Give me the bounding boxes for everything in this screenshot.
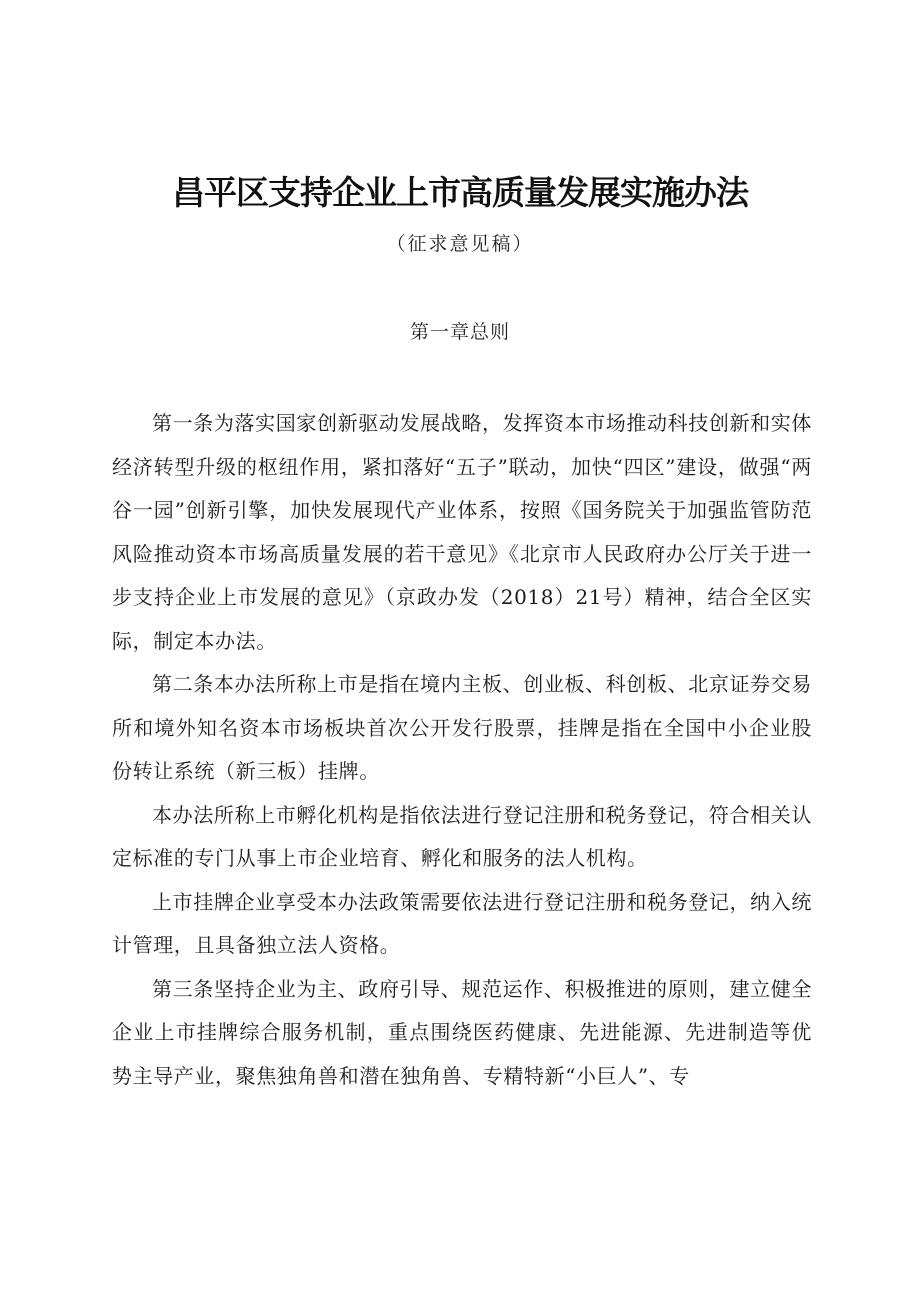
paragraph-article-2: 第二条本办法所称上市是指在境内主板、创业板、科创板、北京证券交易所和境外知名资本市场板块首次公开发行股票，挂牌是指在全国中小企业股份转让系统（新三板）挂牌。	[112, 672, 812, 783]
document-title: 昌平区支持企业上市高质量发展实施办法	[172, 173, 748, 212]
paragraph-article-1: 第一条为落实国家创新驱动发展战略，发挥资本市场推动科技创新和实体经济转型升级的枢纽作用，紧扣落好“五子”联动，加快“四区”建设，做强“两谷一园”创新引擎，加快发展现代产业体系，按照《国务院关于加强监管防范风险推动资本市场高质量发展的若干意见》《北京市人民政府办公厅关于进一步支持企业上市发展的意见》（京政办发（2018）21号）精神，结合全区实际，制定本办法。	[112, 411, 812, 653]
paragraph-listed-enterprise-requirement: 上市挂牌企业享受本办法政策需要依法进行登记注册和税务登记，纳入统计管理，且具备独立法人资格。	[112, 889, 812, 957]
document-subtitle: （征求意见稿）	[386, 233, 534, 255]
document-body	[112, 402, 812, 1098]
paragraph-article-3: 第三条坚持企业为主、政府引导、规范运作、积极推进的原则，建立健全企业上市挂牌综合服务机制，重点围绕医药健康、先进能源、先进制造等优势主导产业，聚焦独角兽和潜在独角兽、专精特新“小巨人”、专	[112, 976, 812, 1088]
chapter-heading: 第一章总则	[409, 321, 510, 343]
paragraph-incubator-definition: 本办法所称上市孵化机构是指依法进行登记注册和税务登记，符合相关认定标准的专门从事上市企业培育、孵化和服务的法人机构。	[112, 802, 812, 870]
